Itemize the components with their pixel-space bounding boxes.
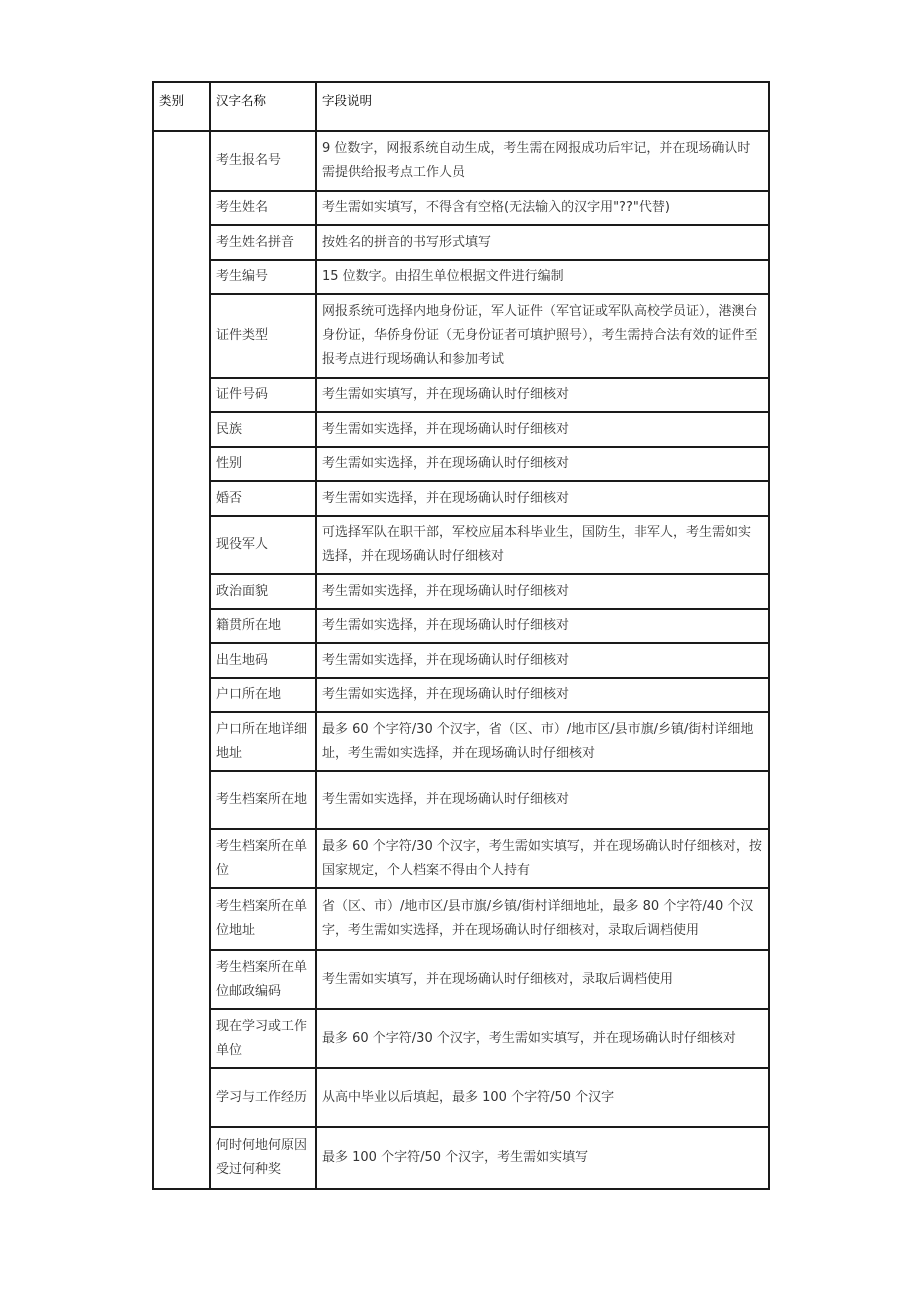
table-row <box>153 1009 769 1068</box>
table-row <box>153 950 769 1009</box>
field-name-cell: 现役军人 <box>210 516 316 574</box>
field-description-cell: 考生需如实选择，并在现场确认时仔细核对 <box>316 771 769 829</box>
field-name-cell: 何时何地何原因受过何种奖 <box>210 1127 316 1189</box>
table-row <box>153 225 769 260</box>
table-body <box>153 131 769 1189</box>
field-description-cell: 考生需如实选择，并在现场确认时仔细核对 <box>316 643 769 678</box>
field-name-cell: 籍贯所在地 <box>210 609 316 643</box>
table-row <box>153 771 769 829</box>
field-description-cell: 最多 60 个字符/30 个汉字，省（区、市）/地市区/县市旗/乡镇/街村详细地址，考生需如实选择，并在现场确认时仔细核对 <box>316 712 769 771</box>
field-name-cell: 民族 <box>210 412 316 447</box>
header-description: 字段说明 <box>316 82 769 131</box>
table-row <box>153 1068 769 1127</box>
field-name-cell: 考生档案所在单位 <box>210 829 316 888</box>
table-row <box>153 1127 769 1189</box>
table-row <box>153 609 769 643</box>
table-row <box>153 829 769 888</box>
table-row <box>153 574 769 609</box>
field-description-cell: 可选择军队在职干部，军校应届本科毕业生，国防生，非军人，考生需如实选择，并在现场确认时仔细核对 <box>316 516 769 574</box>
header-category: 类别 <box>153 82 210 131</box>
field-description-cell: 考生需如实选择，并在现场确认时仔细核对 <box>316 412 769 447</box>
table-row <box>153 678 769 712</box>
field-name-cell: 考生档案所在地 <box>210 771 316 829</box>
field-description-cell: 考生需如实填写，并在现场确认时仔细核对，录取后调档使用 <box>316 950 769 1009</box>
field-description-cell: 最多 60 个字符/30 个汉字，考生需如实填写，并在现场确认时仔细核对，按国家规定，个人档案不得由个人持有 <box>316 829 769 888</box>
table-row <box>153 412 769 447</box>
table-row <box>153 643 769 678</box>
header-name: 汉字名称 <box>210 82 316 131</box>
table-row <box>153 260 769 294</box>
field-name-cell: 考生姓名 <box>210 191 316 225</box>
category-cell <box>153 131 210 1189</box>
table-row <box>153 712 769 771</box>
field-name-cell: 考生姓名拼音 <box>210 225 316 260</box>
field-name-cell: 户口所在地 <box>210 678 316 712</box>
field-name-cell: 性别 <box>210 447 316 481</box>
field-name-cell: 婚否 <box>210 481 316 516</box>
field-name-cell: 考生档案所在单位地址 <box>210 888 316 950</box>
field-description-table <box>152 81 770 1190</box>
field-description-cell: 考生需如实选择，并在现场确认时仔细核对 <box>316 678 769 712</box>
field-name-cell: 学习与工作经历 <box>210 1068 316 1127</box>
field-description-cell: 考生需如实选择，并在现场确认时仔细核对 <box>316 609 769 643</box>
field-description-cell: 按姓名的拼音的书写形式填写 <box>316 225 769 260</box>
field-description-cell: 从高中毕业以后填起，最多 100 个字符/50 个汉字 <box>316 1068 769 1127</box>
table-row <box>153 481 769 516</box>
field-description-cell: 9 位数字，网报系统自动生成，考生需在网报成功后牢记，并在现场确认时需提供给报考点工作人员 <box>316 131 769 191</box>
table-row <box>153 294 769 378</box>
table-row <box>153 378 769 412</box>
field-description-cell: 15 位数字。由招生单位根据文件进行编制 <box>316 260 769 294</box>
table-header-row <box>153 82 769 131</box>
field-description-cell: 考生需如实选择，并在现场确认时仔细核对 <box>316 481 769 516</box>
field-description-cell: 考生需如实选择，并在现场确认时仔细核对 <box>316 447 769 481</box>
field-description-cell: 考生需如实填写，不得含有空格(无法输入的汉字用"??"代替) <box>316 191 769 225</box>
field-name-cell: 出生地码 <box>210 643 316 678</box>
field-name-cell: 证件号码 <box>210 378 316 412</box>
field-description-cell: 省（区、市）/地市区/县市旗/乡镇/街村详细地址，最多 80 个字符/40 个汉字，考生需如实选择，并在现场确认时仔细核对，录取后调档使用 <box>316 888 769 950</box>
field-name-cell: 考生编号 <box>210 260 316 294</box>
field-name-cell: 考生档案所在单位邮政编码 <box>210 950 316 1009</box>
table-row <box>153 191 769 225</box>
field-description-cell: 网报系统可选择内地身份证，军人证件（军官证或军队高校学员证），港澳台身份证，华侨身份证（无身份证者可填护照号），考生需持合法有效的证件至报考点进行现场确认和参加考试 <box>316 294 769 378</box>
field-name-cell: 证件类型 <box>210 294 316 378</box>
field-description-cell: 考生需如实填写，并在现场确认时仔细核对 <box>316 378 769 412</box>
field-description-cell: 考生需如实选择，并在现场确认时仔细核对 <box>316 574 769 609</box>
table-row <box>153 131 769 191</box>
field-name-cell: 现在学习或工作单位 <box>210 1009 316 1068</box>
table-row <box>153 516 769 574</box>
field-description-cell: 最多 100 个字符/50 个汉字，考生需如实填写 <box>316 1127 769 1189</box>
field-name-cell: 户口所在地详细地址 <box>210 712 316 771</box>
field-name-cell: 考生报名号 <box>210 131 316 191</box>
field-description-cell: 最多 60 个字符/30 个汉字，考生需如实填写，并在现场确认时仔细核对 <box>316 1009 769 1068</box>
field-name-cell: 政治面貌 <box>210 574 316 609</box>
table-row <box>153 888 769 950</box>
table-row <box>153 447 769 481</box>
